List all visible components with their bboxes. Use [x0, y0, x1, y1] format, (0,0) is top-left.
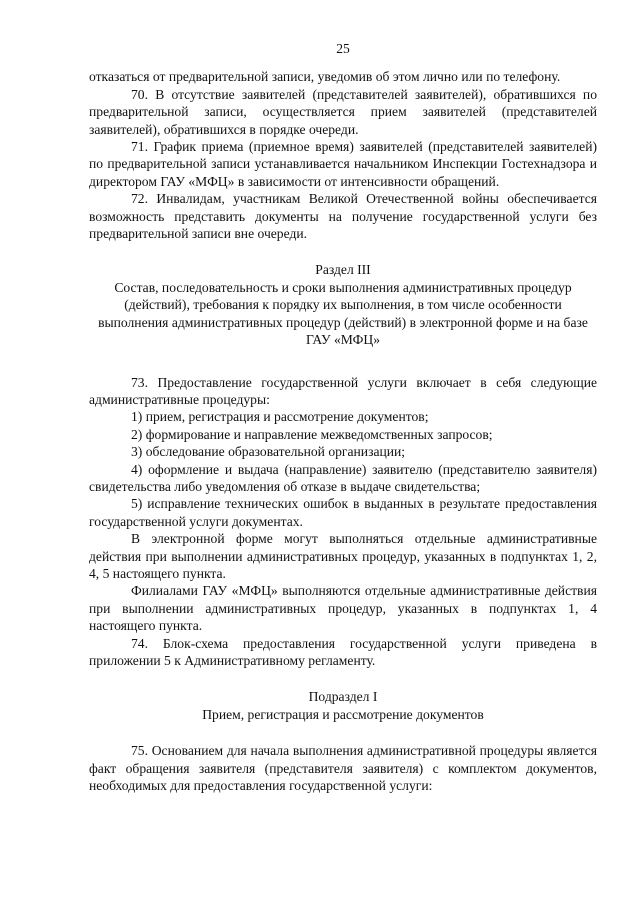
list-item-3: 3) обследование образовательной организации;: [131, 444, 406, 460]
paragraph-72: 72. Инвалидам, участникам Великой Отечественной войны обеспечивается возможность представить документы на получение государственной услуги без предварительной записи вне очереди.: [89, 191, 597, 242]
list-item-4: 4) оформление и выдача (направление) заявителю (представителю заявителя) свидетельства либо уведомления об отказе в выдаче свидетельства;: [89, 461, 597, 494]
list-item-1: 1) прием, регистрация и рассмотрение документов;: [131, 409, 429, 425]
section-label: Раздел III: [315, 262, 371, 278]
document-page: [89, 40, 597, 794]
paragraph-continuation: отказаться от предварительной записи, уведомив об этом лично или по телефону.: [89, 69, 561, 85]
section-title: Состав, последовательность и сроки выполнения административных процедур (действий), требования к порядку их выполнения, в том числе особенности выполнения административных процедур (действий) в электронной форме и на базе ГАУ «МФЦ»: [98, 279, 588, 348]
paragraph-71: 71. График приема (приемное время) заявителей (представителей заявителей) по предварительной записи устанавливается начальником Инспекции Гостехнадзора и директором ГАУ «МФЦ» в зависимости от интенсивности обращений.: [89, 139, 597, 189]
list-item-2: 2) формирование и направление межведомственных запросов;: [131, 426, 493, 442]
paragraph-electronic-form: В электронной форме могут выполняться отдельные административные действия при выполнении административных процедур, указанных в подпунктах 1, 2, 4, 5 настоящего пункта.: [89, 531, 597, 581]
paragraph-75: 75. Основанием для начала выполнения административной процедуры является факт обращения заявителя (представителя заявителя) с комплектом документов, необходимых для предоставления государственной услуги:: [89, 743, 597, 794]
paragraph-70: 70. В отсутствие заявителей (представителей заявителей), обратившихся по предварительной записи, осуществляется прием заявителей (представителей заявителей), обратившихся в порядке очереди.: [89, 86, 597, 137]
page-number: 25: [336, 41, 350, 56]
paragraph-74: 74. Блок-схема предоставления государственной услуги приведена в приложении 5 к Административному регламенту.: [89, 635, 597, 668]
paragraph-73: 73. Предоставление государственной услуги включает в себя следующие административные процедуры:: [89, 374, 597, 407]
subsection-title: Прием, регистрация и рассмотрение документов: [202, 706, 484, 722]
subsection-label: Подраздел I: [308, 689, 378, 705]
paragraph-mfc-branches: Филиалами ГАУ «МФЦ» выполняются отдельные административные действия при выполнении административных процедур, указанных в подпунктах 1, 4 настоящего пункта.: [89, 583, 597, 634]
list-item-5: 5) исправление технических ошибок в выданных в результате предоставления государственной услуги документах.: [89, 496, 597, 529]
